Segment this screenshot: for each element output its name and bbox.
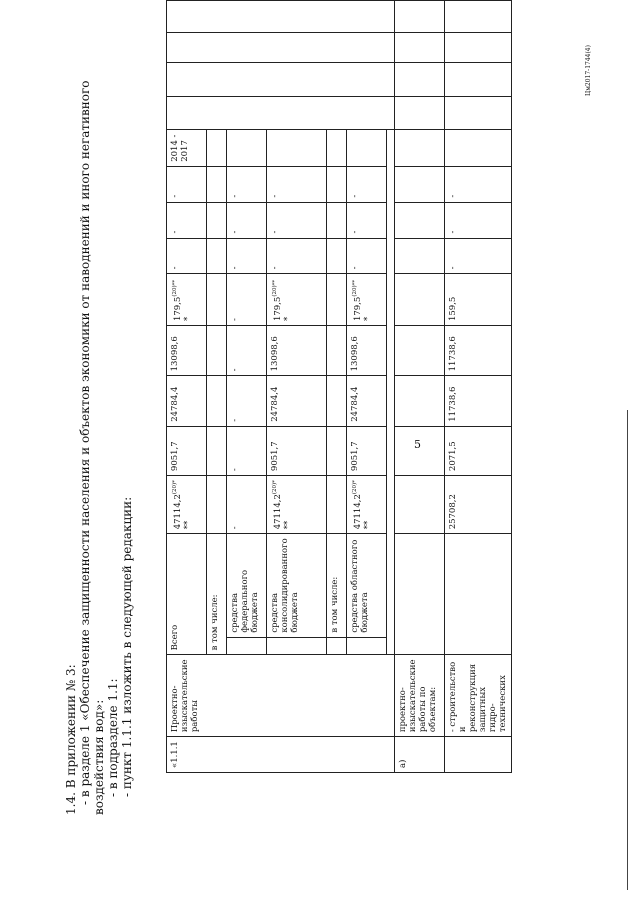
cell-value: 24784,4 xyxy=(347,376,387,426)
heading-appendix: 1.4. В приложении № 3: xyxy=(64,664,78,815)
cell-value: $179,5^{(20)**}$ * xyxy=(267,274,327,326)
cell-value: 25708,2 xyxy=(445,476,512,534)
cell-value: - xyxy=(267,202,327,238)
cell-value: 9051,7 xyxy=(347,426,387,475)
cell-value: - xyxy=(227,202,267,238)
cell-num: «1.1.1 xyxy=(167,737,395,773)
cell-value: 11738,6 xyxy=(445,326,512,376)
cell-empty xyxy=(167,1,395,33)
cell-value: - xyxy=(445,238,512,274)
cell-value: - xyxy=(227,166,267,202)
cell-value: - xyxy=(227,426,267,475)
cell-value: - xyxy=(445,202,512,238)
cell-value: $179,5^{(20)**}$ * xyxy=(167,274,207,326)
cell-value: 9051,7 xyxy=(267,426,327,475)
table-row xyxy=(167,1,207,773)
cell-total: $47114,2^{(20)*}$ ** xyxy=(167,476,207,534)
cell-value: - xyxy=(347,202,387,238)
cell-name: Проектно-изыскательские работы xyxy=(167,655,395,737)
cell-num: а) xyxy=(395,737,445,773)
cell-value: - xyxy=(167,166,207,202)
cell-value: 2071,5 xyxy=(445,426,512,475)
cell-value: - xyxy=(227,238,267,274)
table-row xyxy=(395,1,445,773)
cell-name: проектно-изыскательские работы по объектам: xyxy=(395,655,445,737)
cell-value: 24784,4 xyxy=(267,376,327,426)
page-number: 5 xyxy=(414,438,421,451)
cell-total: $47114,2^{(20)*}$ ** xyxy=(347,476,387,534)
heading-section-cont: воздействия вод»: xyxy=(92,699,106,815)
heading-section: - в разделе 1 «Обеспечение защищенности населения и объектов экономики от наводнений и иного негативного xyxy=(78,80,92,805)
cell-value: - xyxy=(227,274,267,326)
cell-value: 13098,6 xyxy=(167,326,207,376)
heading-subsection: - в подразделе 1.1: xyxy=(106,678,120,797)
cell-name: - строительство и реконструкция защитных гидро-технических xyxy=(445,655,512,737)
cell-source: средства консолидированного бюджета xyxy=(267,534,327,637)
cell-value: 9051,7 xyxy=(167,426,207,475)
cell-value: - xyxy=(267,166,327,202)
cell-value: - xyxy=(347,238,387,274)
cell-value: 159,5 xyxy=(445,274,512,326)
cell-empty xyxy=(167,62,395,96)
cell-empty xyxy=(167,33,395,63)
cell-value: - xyxy=(267,238,327,274)
cell-value: 13098,6 xyxy=(347,326,387,376)
cell-period: 2014 - 2017 xyxy=(167,130,207,167)
table-row xyxy=(445,1,512,773)
cell-value: - xyxy=(227,476,267,534)
cell-value: - xyxy=(167,202,207,238)
cell-empty xyxy=(167,96,395,130)
cell-value: - xyxy=(445,166,512,202)
cell-value: 11738,6 xyxy=(445,376,512,426)
cell-value: - xyxy=(167,238,207,274)
heading-item: - пункт 1.1.1 изложить в следующей редакции: xyxy=(120,496,134,797)
cell-source: в том числе: xyxy=(327,534,347,637)
program-table xyxy=(166,0,512,773)
cell-value: - xyxy=(347,166,387,202)
cell-value: 13098,6 xyxy=(267,326,327,376)
document-code: Цм2017-1744(4) xyxy=(585,45,592,96)
cell-source: в том числе: xyxy=(207,534,227,655)
cell-value: $179,5^{(20)**}$ * xyxy=(347,274,387,326)
cell-total: $47114,2^{(20)*}$ ** xyxy=(267,476,327,534)
cell-source: средства областного бюджета xyxy=(347,534,387,637)
cell-source: средства федерального бюджета xyxy=(227,534,267,637)
cell-value: 24784,4 xyxy=(167,376,207,426)
cell-source: Всего xyxy=(167,534,207,655)
cell-value: - xyxy=(227,326,267,376)
cell-value: - xyxy=(227,376,267,426)
